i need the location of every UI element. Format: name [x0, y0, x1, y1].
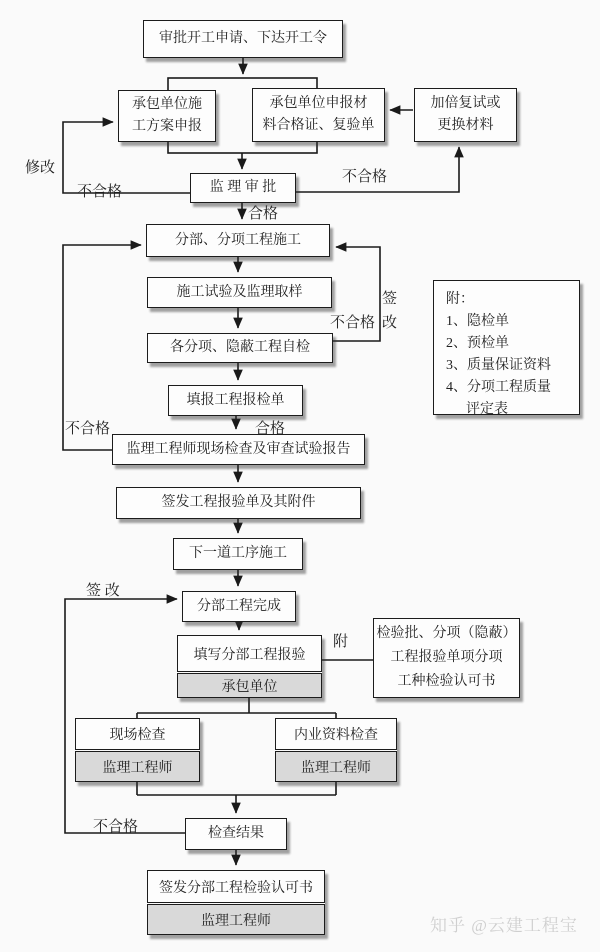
- flow-node-approve-start: [143, 20, 343, 58]
- node-text: 签发工程报验单及其附件: [161, 495, 316, 511]
- node-text: 填报工程报检单: [186, 392, 285, 408]
- note-line: 工种检验认可书: [397, 674, 496, 689]
- attachment-note-list: [433, 280, 580, 415]
- node-text: 分部、分项工程施工: [175, 232, 301, 248]
- edge-label-fail-selfcheck: 不合格: [330, 315, 376, 331]
- edge-label-fail-result: 不合格: [93, 819, 139, 835]
- flow-node-next-process: [173, 538, 303, 570]
- flow-node-office-check: [275, 718, 397, 782]
- node-text: 下一道工序施工: [189, 546, 287, 562]
- flow-node-sub-construction: [146, 224, 330, 257]
- node-text: 承包单位施: [132, 96, 202, 112]
- node-text: 加倍复试或: [430, 95, 501, 111]
- note-item: 4、分项工程质量: [446, 380, 551, 395]
- node-text: 施工试验及监理取样: [176, 284, 303, 300]
- flow-node-fill-inspection: [168, 385, 303, 416]
- edge-label-sign-change-left: 签 改: [86, 583, 120, 599]
- attachment-note-cert: [373, 618, 520, 698]
- flow-node-contractor-plan: [118, 90, 216, 142]
- role-band: 监理工程师: [275, 751, 397, 782]
- edge-label-sign-right: 签: [382, 291, 398, 307]
- node-text: 现场检查: [75, 718, 200, 750]
- edge-label-fail-supervisor-right: 不合格: [342, 169, 388, 185]
- edge-label-fail-fill-left: 不合格: [65, 421, 111, 437]
- flow-node-issue-inspection: [116, 487, 361, 519]
- flow-node-contractor-materials: [252, 88, 385, 142]
- flow-node-sub-complete: [182, 591, 296, 622]
- node-text: 监 理 审 批: [209, 180, 277, 196]
- flow-node-site-check: [75, 718, 200, 782]
- edge-label-change-right: 改: [382, 315, 398, 331]
- flow-node-issue-sub-cert: [147, 870, 325, 935]
- note-item: 1、隐检单: [446, 314, 509, 329]
- note-item: 评定表: [466, 402, 508, 417]
- flow-node-check-result: [185, 818, 287, 850]
- node-text: 料合格证、复验单: [262, 118, 375, 133]
- flow-node-fill-sub-report: [177, 635, 322, 698]
- flow-node-test-sampling: [147, 277, 332, 308]
- node-text: 签发分部工程检验认可书: [147, 870, 325, 903]
- flow-node-self-check: [147, 333, 333, 363]
- flow-node-retest: [414, 88, 517, 142]
- note-line: 工程报验单项分项: [390, 650, 503, 665]
- node-text: 分部工程完成: [197, 598, 281, 614]
- node-text: 更换材料: [437, 118, 494, 133]
- zhihu-watermark: 知乎 @云建工程宝: [430, 916, 578, 935]
- role-band: 监理工程师: [75, 751, 200, 782]
- edge-label-attach: 附: [333, 634, 349, 650]
- node-text: 填写分部工程报验: [177, 635, 322, 672]
- edge-label-fail-supervisor-left: 不合格: [77, 184, 123, 200]
- role-band: 监理工程师: [147, 904, 325, 935]
- note-item: 3、质量保证资料: [446, 358, 551, 373]
- edge-label-pass-supervisor: 合格: [248, 206, 279, 222]
- role-band: 承包单位: [177, 673, 322, 698]
- edge-label-modify: 修改: [25, 160, 56, 176]
- node-text: 检查结果: [208, 826, 264, 842]
- node-text: 承包单位申报材: [269, 95, 368, 111]
- node-text: 工方案申报: [132, 119, 202, 134]
- node-text: 内业资料检查: [275, 718, 397, 750]
- note-line: 检验批、分项（隐蔽）: [376, 626, 517, 641]
- note-title: 附：: [446, 292, 474, 307]
- edge-label-pass-fill: 合格: [255, 421, 286, 437]
- flow-node-site-check-report: [112, 434, 365, 465]
- node-text: 监理工程师现场检查及审查试验报告: [126, 441, 351, 457]
- node-text: 各分项、隐蔽工程自检: [170, 340, 310, 356]
- flow-node-supervisor-approve: [190, 173, 296, 203]
- note-item: 2、预检单: [446, 336, 509, 351]
- node-text: 审批开工申请、下达开工令: [159, 31, 327, 47]
